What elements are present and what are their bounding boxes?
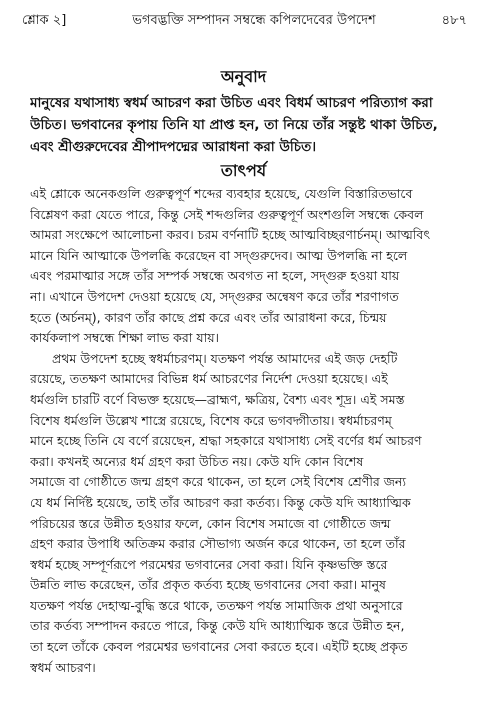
purport-line: তার কর্তব্য সম্পাদন করতে পারে, কিন্তু কেউ যদি আধ্যাত্মিক স্তরে উন্নীত হন, (30, 618, 405, 634)
running-header (22, 10, 467, 32)
purport-line: বিশ্লেষণ করা যেতে পারে, কিন্তু সেই শব্দগুলির গুরুত্বপূর্ণ অংশগুলি সম্বন্ধে কেবল (30, 206, 424, 222)
purport-line: গ্রহণ করার উপাধি অতিক্রম করার সৌভাগ্য অর্জন করে থাকেন, তা হলে তাঁর (30, 536, 406, 552)
purport-line: এই শ্লোকে অনেকগুলি গুরুত্বপূর্ণ শব্দের ব্যবহার হয়েছে, যেগুলি বিস্তারিতভাবে (30, 186, 413, 201)
translation-text (30, 92, 467, 158)
purport-line: স্বধর্ম হচ্ছে সম্পূর্ণরূপে পরমেশ্বর ভগবানের সেবা করা। যিনি কৃষ্ণভক্তি স্তরে (30, 556, 388, 572)
purport-paragraph (30, 349, 467, 679)
chapter-title: ভগবদ্ভক্তি সম্পাদন সম্বন্ধে কপিলদেবের উপদেশ (132, 12, 376, 28)
page-number: ৪৮৭ (441, 12, 467, 28)
purport-line: স্বধর্ম আচরণ। (30, 659, 96, 675)
translation-line: এবং শ্রীগুরুদেবের শ্রীপাদপদ্মের আরাধনা করা উচিত। (30, 139, 317, 155)
purport-line: হতে (অর্চনম্), কারণ তাঁর কাছে প্রশ্ন করে এবং তাঁর আরাধনা করে, চিন্ময় (30, 309, 387, 325)
purport-line: রয়েছে, ততক্ষণ আমাদের বিভিন্ন ধর্ম আচরণের নির্দেশ দেওয়া হয়েছে। এই (30, 371, 388, 387)
purport-line: পরিচয়ের স্তরে উন্নীত হওয়ার ফলে, কোন বিশেষ সমাজে বা গোষ্ঠীতে জন্ম (30, 515, 391, 531)
verse-reference: শ্লোক ২] (22, 12, 67, 28)
purport-line: মানে যিনি আত্মাকে উপলব্ধি করেছেন বা সদ্‌গুরুদেব। আত্ম উপলব্ধি না হলে (30, 247, 408, 263)
purport-line: এবং পরমাত্মার সঙ্গে তাঁর সম্পর্ক সম্বন্ধে অবগত না হলে, সদ্‌গুরু হওয়া যায় (30, 268, 400, 284)
translation-line: মানুষের যথাসাধ্য স্বধর্ম আচরণ করা উচিত এবং বিধর্ম আচরণ পরিত্যাগ করা (30, 95, 433, 111)
purport-line: উন্নতি লাভ করেছেন, তাঁর প্রকৃত কর্তব্য হচ্ছে ভগবানের সেবা করা। মানুষ (30, 577, 386, 593)
translation-line: উচিত। ভগবানের কৃপায় তিনি যা প্রাপ্ত হন, তা নিয়ে তাঁর সন্তুষ্ট থাকা উচিত, (30, 117, 438, 133)
purport-text (30, 184, 467, 678)
purport-line: আমরা সংক্ষেপে আলোচনা করব। চরম বর্ণনাটি হচ্ছে আত্মবিচ্ছরণার্চনম্। আত্মবিৎ (30, 227, 431, 243)
purport-line: তা হলে তাঁকে কেবল পরমেশ্বর ভগবানের সেবা করতে হবে। এইটি হচ্ছে প্রকৃত (30, 639, 408, 655)
purport-line: কার্যকলাপ সম্বন্ধে শিক্ষা লাভ করা যায়। (30, 330, 220, 346)
purport-line: মানে হচ্ছে তিনি যে বর্ণে রয়েছেন, শ্রদ্ধা সহকারে যথাসাধ্য সেই বর্ণের ধর্ম আচরণ (30, 433, 422, 449)
purport-line: করা। কখনই অন্যের ধর্ম গ্রহণ করা উচিত নয়। কেউ যদি কোন বিশেষ (30, 453, 364, 469)
purport-line: না। এখানে উপদেশ দেওয়া হয়েছে যে, সদ্‌গুরুর অন্বেষণ করে তাঁর শরণাগত (30, 288, 399, 304)
purport-line: বিশেষ ধর্মগুলি উল্লেখ শাস্ত্রে রয়েছে, বিশেষ করে ভগবদ্গীতায়। স্বধর্মাচরণম্ (30, 412, 392, 428)
purport-line: সমাজে বা গোষ্ঠীতে জন্ম গ্রহণ করে থাকেন, তা হলে সেই বিশেষ শ্রেণীর জন্য (30, 474, 407, 490)
purport-line: যতক্ষণ পর্যন্ত দেহাত্ম-বুদ্ধি স্তরে থাকে, ততক্ষণ পর্যন্ত সামাজিক প্রথা অনুসারে (30, 597, 403, 613)
purport-paragraph (30, 184, 467, 349)
purport-line: ধর্মগুলি চারটি বর্ণে বিভক্ত হয়েছে—ব্রাহ্মণ, ক্ষত্রিয়, বৈশ্য এবং শূদ্র। এই সমস্ত (30, 391, 405, 407)
purport-heading: তাৎপর্য (220, 161, 267, 180)
purport-line: যে ধর্ম নির্দিষ্ট হয়েছে, তাই তাঁর আচরণ করা কর্তব্য। কিন্তু কেউ যদি আধ্যাত্মিক (30, 494, 411, 510)
translation-heading: অনুবাদ (220, 67, 267, 86)
purport-line: প্রথম উপদেশ হচ্ছে স্বধর্মাচরণম্। যতক্ষণ পর্যন্ত আমাদের এই জড় দেহটি (52, 350, 398, 366)
